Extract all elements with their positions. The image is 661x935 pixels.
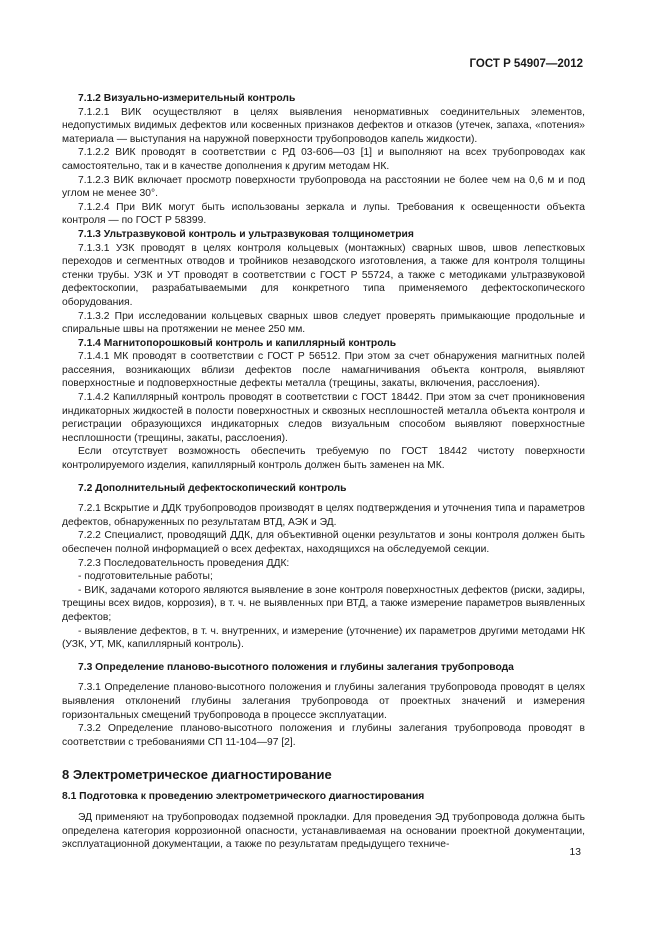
paragraph: 7.3.1 Определение планово-высотного положения и глубины залегания трубопровода проводят в целях выявления отклонений глубины залегания трубопровода от проектных значений и измерения горизонтальных смещений трубопровода в процессе эксплуатации.: [62, 682, 585, 721]
section-title: 7.2 Дополнительный дефектоскопический контроль: [78, 482, 347, 494]
section-title: 7.3 Определение планово-высотного положения и глубины залегания трубопровода: [78, 661, 514, 673]
section-7-2: [62, 482, 585, 652]
paragraph: 7.1.2.2 ВИК проводят в соответствии с РД 03-606—03 [1] и выполняют на всех трубопроводах как самостоятельно, так и в качестве дополнения к другим методам НК.: [62, 147, 585, 172]
section-title: 7.1.2 Визуально-измерительный контроль: [78, 93, 296, 104]
section-7-1-4: [62, 337, 585, 473]
paragraph: 7.3.2 Определение планово-высотного положения и глубины залегания трубопровода проводят в соответствии с требованиями СП 11-104—97 [2].: [62, 723, 585, 748]
page-number: 13: [569, 847, 581, 858]
list-item: - ВИК, задачами которого являются выявление в зоне контроля поверхностных дефектов (риски, задиры, трещины всех видов, коррозия), в т. ч. не выявленных при ВТД, а также измерение параметров выявленных дефектов;: [62, 584, 585, 623]
section-7-1-3: [62, 228, 585, 337]
page-body: [62, 92, 585, 852]
chapter-title: 8 Электрометрическое диагностирование: [62, 767, 332, 783]
section-title: 7.1.4 Магнитопорошковый контроль и капиллярный контроль: [78, 337, 397, 349]
list-item: - подготовительные работы;: [78, 571, 213, 583]
paragraph: Если отсутствует возможность обеспечить требуемую по ГОСТ 18442 чистоту поверхности контролируемого изделия, капиллярный контроль должен быть заменен на МК.: [62, 446, 585, 472]
list-item: - выявление дефектов, в т. ч. внутренних, и измерение (уточнение) их параметров другими методами НК (УЗК, УТ, МК, капиллярный контроль).: [62, 625, 585, 651]
section-7-3: [62, 661, 585, 750]
paragraph: 7.1.2.1 ВИК осуществляют в целях выявления ненормативных соединительных элементов, недопустимых видимых дефектов или косвенных признаков дефектов и отказов (утечек, запаха, «потения» материала — выступания на наружной поверхности трубопроводов капель жидкости).: [62, 106, 585, 145]
section-8: [62, 767, 585, 851]
paragraph: 7.2.3 Последовательность проведения ДДК:: [78, 557, 290, 569]
section-7-1-2: [62, 92, 585, 228]
section-title: 7.1.3 Ультразвуковой контроль и ультразвуковая толщинометрия: [78, 228, 414, 240]
paragraph: 7.1.3.2 При исследовании кольцевых сварных швов следует проверять примыкающие продольные и спиральные швы на протяжении не менее 250 мм.: [62, 310, 585, 336]
paragraph: 7.2.1 Вскрытие и ДДК трубопроводов производят в целях подтверждения и уточнения типа и параметров дефектов, обнаруженных по результатам ВТД, АЭК и ЭД.: [62, 503, 585, 528]
section-title: 8.1 Подготовка к проведению электрометрического диагностирования: [62, 791, 425, 803]
paragraph: 7.1.2.3 ВИК включает просмотр поверхности трубопровода на расстоянии не более чем на 0,6 м и под углом не менее 30°.: [62, 174, 585, 200]
paragraph: 7.1.4.2 Капиллярный контроль проводят в соответствии с ГОСТ 18442. При этом за счет проникновения индикаторных жидкостей в полости поверхностных и сквозных несплошностей металла объекта контроля и регистрации образующихся индикаторных следов визуальным способом выявляют поверхностные несплошности (трещины, закаты, расслоения).: [62, 392, 585, 444]
paragraph: 7.1.4.1 МК проводят в соответствии с ГОСТ Р 56512. При этом за счет обнаружения магнитных полей рассеяния, возникающих вблизи дефектов после намагничивания объекта контроля, выявляют поверхностные и подповерхностные дефекты металла (трещины, закаты, включения, расслоения).: [62, 351, 585, 390]
paragraph: ЭД применяют на трубопроводах подземной прокладки. Для проведения ЭД трубопровода должна быть определена категория коррозионной опасности, устанавливаемая на основании проектной документации, эксплуатационной документации, а также по результатам предыдущего техниче-: [62, 811, 585, 851]
paragraph: 7.1.2.4 При ВИК могут быть использованы зеркала и лупы. Требования к освещенности объекта контроля — по ГОСТ Р 58399.: [62, 201, 585, 227]
paragraph: 7.2.2 Специалист, проводящий ДДК, для объективной оценки результатов и зоны контроля должен быть обеспечен полной информацией о всех дефектах, находящихся на обследуемой секции.: [62, 530, 585, 555]
paragraph: 7.1.3.1 УЗК проводят в целях контроля кольцевых (монтажных) сварных швов, швов лепестковых переходов и сегментных отводов и тройников незаводского изготовления, а также для контроля толщины стенки трубы. УЗК и УТ проводят в соответствии с ГОСТ Р 55724, а также с методиками ультразвуковой дефектоскопии, разрабатываемыми для конкретного типа применяемого дефектоскопического оборудования.: [62, 242, 585, 308]
document-id: ГОСТ Р 54907—2012: [469, 58, 583, 70]
